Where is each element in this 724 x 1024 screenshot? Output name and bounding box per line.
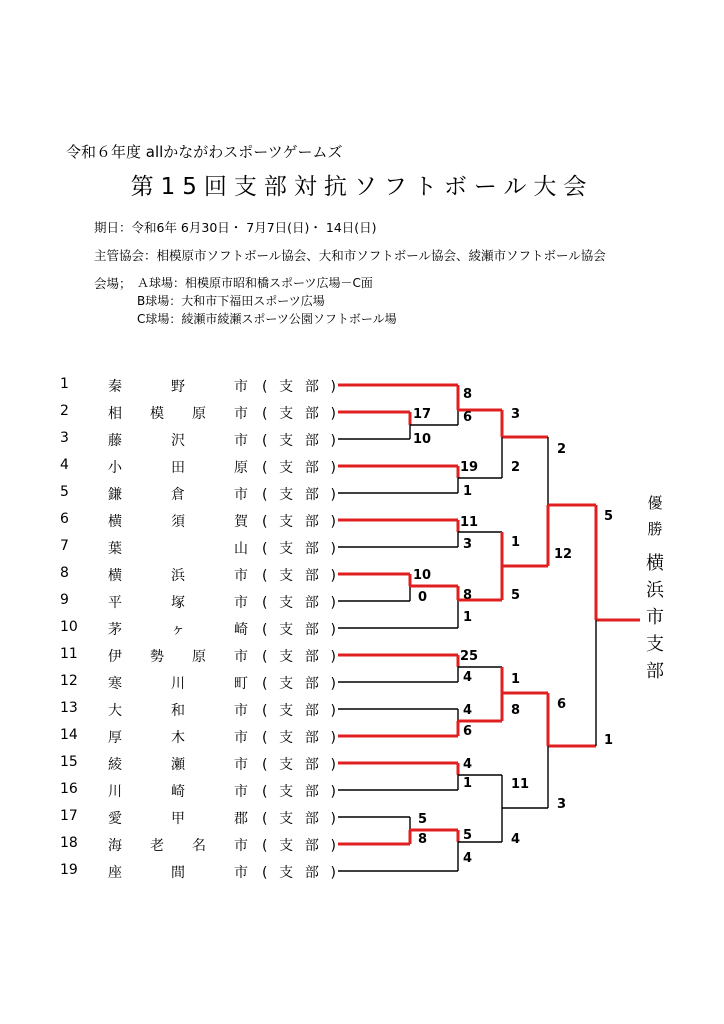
score-label: 6 (463, 410, 473, 425)
team-number: 10 (60, 619, 78, 635)
score-label: 2 (511, 460, 521, 475)
score-label: 8 (463, 387, 473, 402)
team-number: 14 (60, 727, 78, 743)
team-branch: (支部) (262, 487, 336, 503)
venue-a: Ａ球場：相模原市昭和橋スポーツ広場－C面 (137, 276, 373, 290)
team-number: 7 (60, 538, 69, 554)
team-branch: (支部) (262, 730, 336, 746)
score-label: 4 (463, 703, 473, 718)
team-number: 6 (60, 511, 69, 527)
team-name: 葉山 (108, 541, 248, 557)
team-branch: (支部) (262, 622, 336, 638)
team-name: 平塚市 (108, 595, 248, 611)
score-label: 1 (463, 484, 473, 499)
team-number: 2 (60, 403, 69, 419)
score-label: 3 (463, 537, 473, 552)
team-branch: (支部) (262, 757, 336, 773)
team-number: 18 (60, 835, 78, 851)
team-name: 寒川町 (108, 676, 248, 692)
score-label: 1 (463, 610, 473, 625)
team-name: 横須賀 (108, 514, 248, 530)
score-label: 8 (418, 832, 428, 847)
team-number: 15 (60, 754, 78, 770)
team-name: 伊勢原市 (108, 649, 248, 665)
score-label: 3 (557, 797, 567, 812)
score-label: 8 (463, 588, 473, 603)
champion-label-1: 優 (647, 494, 663, 512)
team-number: 5 (60, 484, 69, 500)
team-number: 19 (60, 862, 78, 878)
team-branch: (支部) (262, 595, 336, 611)
champion-name-3: 市 (646, 607, 664, 628)
score-label: 10 (413, 568, 432, 583)
event-organizers: 主管協会：相模原市ソフトボール協会、大和市ソフトボール協会、綾瀬市ソフトボール協会 (94, 248, 606, 263)
team-name: 大和市 (108, 703, 248, 719)
team-number: 4 (60, 457, 69, 473)
team-branch: (支部) (262, 433, 336, 449)
team-number: 3 (60, 430, 69, 446)
team-name: 小田原 (108, 460, 248, 476)
team-branch: (支部) (262, 865, 336, 881)
team-branch: (支部) (262, 460, 336, 476)
score-label: 0 (418, 590, 428, 605)
page-title: 第15回支部対抗ソフトボール大会 (130, 174, 594, 200)
team-name: 愛甲郡 (108, 811, 248, 827)
team-branch: (支部) (262, 811, 336, 827)
score-label: 1 (511, 672, 521, 687)
team-name: 厚木市 (108, 730, 248, 746)
team-number: 16 (60, 781, 78, 797)
team-name: 秦野市 (108, 379, 248, 395)
team-number: 11 (60, 646, 78, 662)
score-label: 6 (557, 697, 567, 712)
score-label: 11 (511, 777, 530, 792)
score-label: 12 (554, 547, 573, 562)
team-branch: (支部) (262, 406, 336, 422)
score-label: 1 (511, 535, 521, 550)
team-name: 横浜市 (108, 568, 248, 584)
score-label: 1 (463, 776, 473, 791)
score-label: 5 (511, 588, 521, 603)
score-label: 4 (463, 851, 473, 866)
team-number: 8 (60, 565, 69, 581)
score-label: 5 (604, 509, 614, 524)
score-label: 1 (604, 733, 614, 748)
team-branch: (支部) (262, 379, 336, 395)
team-name: 藤沢市 (108, 433, 248, 449)
team-branch: (支部) (262, 784, 336, 800)
team-branch: (支部) (262, 568, 336, 584)
team-number: 9 (60, 592, 69, 608)
score-label: 25 (460, 649, 479, 664)
champion-block (640, 490, 670, 685)
team-number: 17 (60, 808, 78, 824)
venue-label: 会場； (94, 276, 132, 291)
score-label: 8 (511, 703, 521, 718)
score-label: 11 (460, 515, 479, 530)
team-name: 相模原市 (108, 406, 248, 422)
score-label: 6 (463, 724, 473, 739)
score-label: 5 (463, 828, 473, 843)
score-label: 5 (418, 812, 428, 827)
team-number: 12 (60, 673, 78, 689)
team-branch: (支部) (262, 514, 336, 530)
score-label: 4 (463, 670, 473, 685)
team-name: 川崎市 (108, 784, 248, 800)
score-label: 10 (413, 432, 432, 447)
team-name: 鎌倉市 (108, 487, 248, 503)
champion-label-2: 勝 (647, 520, 663, 538)
venue-b: B球場：大和市下福田スポーツ広場 (137, 294, 325, 308)
event-dates: 期日：令和6年 6月30日・ 7月7日(日)・ 14日(日) (94, 220, 377, 235)
champion-name-2: 浜 (646, 580, 664, 601)
team-branch: (支部) (262, 649, 336, 665)
team-branch: (支部) (262, 541, 336, 557)
score-label: 2 (557, 442, 567, 457)
champion-name-4: 支 (646, 634, 664, 655)
event-subtitle: 令和６年度 allかながわスポーツゲームズ (66, 143, 343, 161)
score-label: 3 (511, 407, 521, 422)
champion-name-1: 横 (646, 553, 664, 574)
score-label: 4 (511, 832, 521, 847)
team-name: 茅ヶ崎 (108, 622, 248, 638)
team-number: 13 (60, 700, 78, 716)
score-label: 17 (413, 407, 432, 422)
score-label: 19 (460, 460, 479, 475)
champion-name-5: 部 (646, 661, 664, 682)
team-name: 綾瀬市 (108, 757, 248, 773)
team-number: 1 (60, 376, 69, 392)
venue-c: C球場：綾瀬市綾瀬スポーツ公園ソフトボール場 (137, 312, 397, 326)
team-branch: (支部) (262, 676, 336, 692)
score-label: 4 (463, 757, 473, 772)
team-branch: (支部) (262, 838, 336, 854)
team-name: 座間市 (108, 865, 248, 881)
team-name: 海老名市 (108, 838, 248, 854)
team-branch: (支部) (262, 703, 336, 719)
